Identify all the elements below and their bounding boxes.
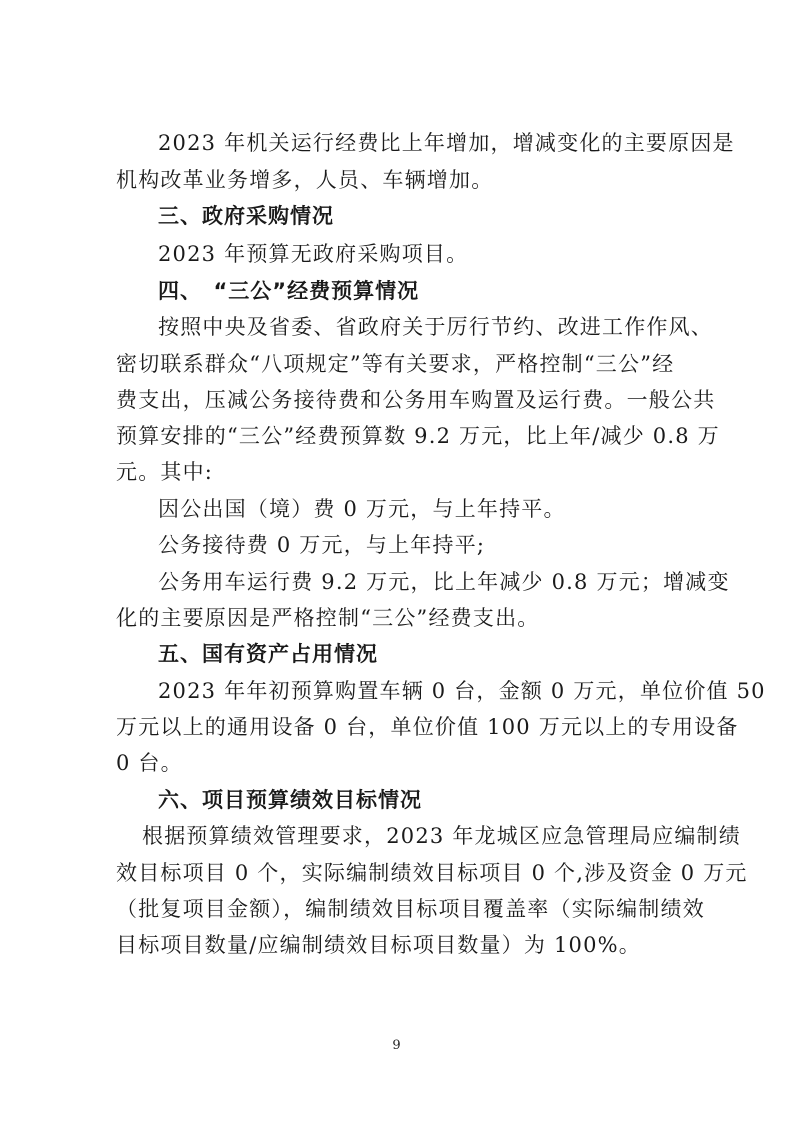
page-number: 9 [392, 1038, 401, 1053]
paragraph-line: 密切联系群众“八项规定”等有关要求，严格控制“三公”经 [116, 352, 675, 376]
paragraph-line: 按照中央及省委、省政府关于厉行节约、改进工作作风、 [158, 315, 713, 339]
paragraph-line: 万元以上的通用设备 0 台，单位价值 100 万元以上的专用设备 [116, 715, 739, 739]
paragraph-line: 0 台。 [116, 751, 183, 775]
paragraph-line: 机构改革业务增多，人员、车辆增加。 [116, 168, 494, 192]
paragraph-line: 2023 年机关运行经费比上年增加，增减变化的主要原因是 [158, 131, 735, 155]
paragraph-line: 因公出国（境）费 0 万元，与上年持平。 [158, 497, 566, 521]
paragraph-line: （批复项目金额），编制绩效目标项目覆盖率（实际编制绩效 [116, 897, 705, 921]
paragraph-line: 2023 年预算无政府采购项目。 [158, 242, 469, 266]
paragraph-line: 公务接待费 0 万元，与上年持平; [158, 533, 486, 557]
paragraph-line: 目标项目数量/应编制绩效目标项目数量）为 100%。 [116, 933, 641, 957]
paragraph-line: 公务用车运行费 9.2 万元，比上年减少 0.8 万元；增减变 [158, 570, 730, 594]
section-heading-three-public: 四、 “三公”经费预算情况 [158, 279, 420, 303]
paragraph-line: 效目标项目 0 个，实际编制绩效目标项目 0 个,涉及资金 0 万元 [116, 861, 748, 885]
section-heading-procurement: 三、政府采购情况 [158, 204, 334, 228]
paragraph-line: 根据预算绩效管理要求，2023 年龙城区应急管理局应编制绩 [142, 824, 741, 848]
paragraph-line: 2023 年年初预算购置车辆 0 台，金额 0 万元，单位价值 50 [158, 679, 766, 703]
paragraph-line: 元。其中: [116, 460, 214, 484]
paragraph-line: 化的主要原因是严格控制“三公”经费支出。 [116, 606, 540, 630]
paragraph-line: 预算安排的“三公”经费预算数 9.2 万元，比上年/减少 0.8 万 [116, 424, 720, 448]
paragraph-line: 费支出，压减公务接待费和公务用车购置及运行费。一般公共 [116, 388, 716, 412]
section-heading-state-assets: 五、国有资产占用情况 [158, 642, 378, 666]
section-heading-performance: 六、项目预算绩效目标情况 [158, 788, 422, 812]
